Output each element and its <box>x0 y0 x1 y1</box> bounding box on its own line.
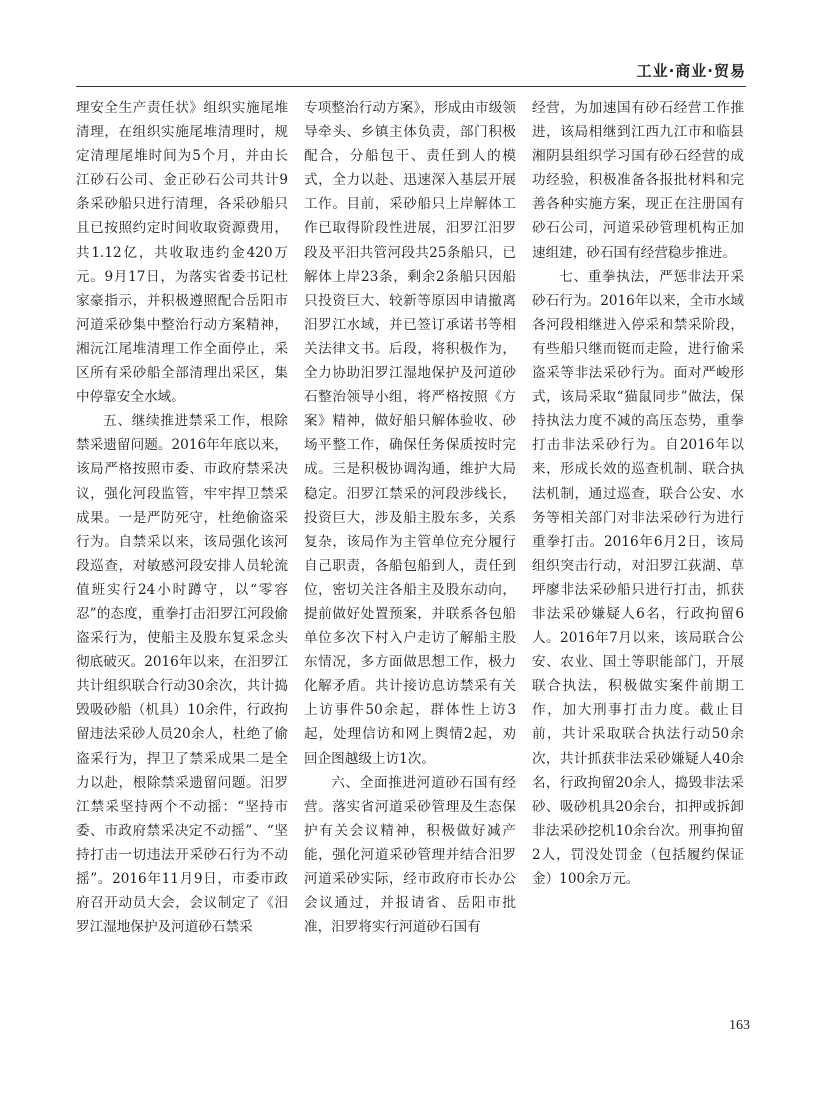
text-column-1 <box>76 96 288 939</box>
paragraph: 专项整治行动方案》，形成由市级领导牵头、乡镇主体负责，部门积极配合，分船包干、责任到人的模式，全力以赴、迅速深入基层开展工作。目前，采砂船只上岸解体工作已取得阶段性进展，汨罗江汨罗段及平汨共管河段共25条船只，已解体上岸23条，剩余2条船只因船只投资巨大、较新等原因申请撤离汨罗江水域，并已签订承诺书等相关法律文书。后段，将积极作为，全力协助汨罗江湿地保护及河道砂石整治领导小组，将严格按照《方案》精神，做好船只解体验收、砂场平整工作，确保任务保质按时完成。三是积极协调沟通，维护大局稳定。汨罗江禁采的河段涉线长，投资巨大，涉及船主股东多，关系复杂，该局作为主管单位充分履行自己职责，各船包船到人，责任到位，密切关注各船主及股东动向，提前做好处置预案，并联系各包船单位多次下村入户走访了解船主股东情况，多方面做思想工作，极力化解矛盾。共计接访息访禁采有关上访事件50余起，群体性上访3起，处理信访和网上舆情2起，劝回企图越级上访1次。 <box>304 100 516 767</box>
paragraph: 六、全面推进河道砂石国有经营。落实省河道采砂管理及生态保护有关会议精神，积极做好减产能，强化河道采砂管理并结合汨罗河道采砂实际，经市政府市长办公会议通过，并报请省、岳阳市批准，汨罗将实行河道砂石国有 <box>304 774 516 936</box>
paragraph: 七、重拳执法，严惩非法开采砂石行为。2016年以来，全市水域各河段相继进入停采和禁采阶段，有些船只继而铤而走险，进行偷采盗采等非法采砂行为。面对严峻形式，该局采取“猫鼠同步”做法，保持执法力度不减的高压态势，重拳打击非法采砂行为。自2016年以来，形成长效的巡查机制、联合执法机制，通过巡查，联合公安、水务等相关部门对非法采砂行为进行重拳打击。2016年6月2日，该局组织突击行动，对汨罗江荻湖、草坪廖非法采砂船只进行打击，抓获非法采砂嫌疑人6名，行政拘留6人。2016年7月以来，该局联合公安、农业、国土等职能部门，开展联合执法，积极做实案件前期工作，加大刑事打击力度。截止目前，共计采取联合执法行动50余次，共计抓获非法采砂嫌疑人40余名，行政拘留20余人，捣毁非法采砂、吸砂机具20余台，扣押或拆卸非法采砂挖机10余台次。刑事拘留2人，罚没处罚金（包括履约保证金）100余万元。 <box>532 268 744 887</box>
page-number: 163 <box>729 1018 750 1033</box>
text-column-2 <box>304 96 516 939</box>
paragraph: 理安全生产责任状》组织实施尾堆清理，在组织实施尾堆清理时，规定清理尾堆时间为5个月，并由长江砂石公司、金正砂石公司共计9条采砂船只进行清理，各采砂船只且已按照约定时间收取资源费用，共1.12亿，共收取违约金420万元。9月17日，为落实省委书记杜家豪指示，并积极遵照配合岳阳市河道采砂集中整治行动方案精神，湘沅江尾堆清理工作全面停止，采区所有采砂船全部清理出采区，集中停靠安全水域。 <box>76 100 288 406</box>
section-title: 工业·商业·贸易 <box>636 62 746 80</box>
paragraph: 五、继续推进禁采工作，根除禁采遗留问题。2016年年底以来，该局严格按照市委、市政府禁采决议，强化河段监管，牢牢捍卫禁采成果。一是严防死守，杜绝偷盗采行为。自禁采以来，该局强化该河段巡查，对敏感河段安排人员轮流值班实行24小时蹲守，以“零容忍”的态度，重拳打击汨罗江河段偷盗采行为，使船主及股东复采念头彻底破灭。2016年以来，在汨罗江共计组织联合行动30余次，共计捣毁吸砂船（机具）10余件，行政拘留违法采砂人员20余人，杜绝了偷盗采行为，捍卫了禁采成果二是全力以赴，根除禁采遗留问题。汨罗江禁采坚持两个不动摇：“坚持市委、市政府禁采决定不动摇”、“坚持打击一切违法开采砂石行为不动摇”。2016年11月9日，市委市政府召开动员大会，会议制定了《汨罗江湿地保护及河道砂石禁采 <box>76 413 288 936</box>
paragraph: 经营，为加速国有砂石经营工作推进，该局相继到江西九江市和临县湘阴县组织学习国有砂石经营的成功经验，积极准备各报批材料和完善各种实施方案，现正在注册国有砂石公司，河道采砂管理机构正加速组建，砂石国有经营稳步推进。 <box>532 100 744 261</box>
text-column-3 <box>532 96 744 891</box>
running-header <box>76 56 746 87</box>
